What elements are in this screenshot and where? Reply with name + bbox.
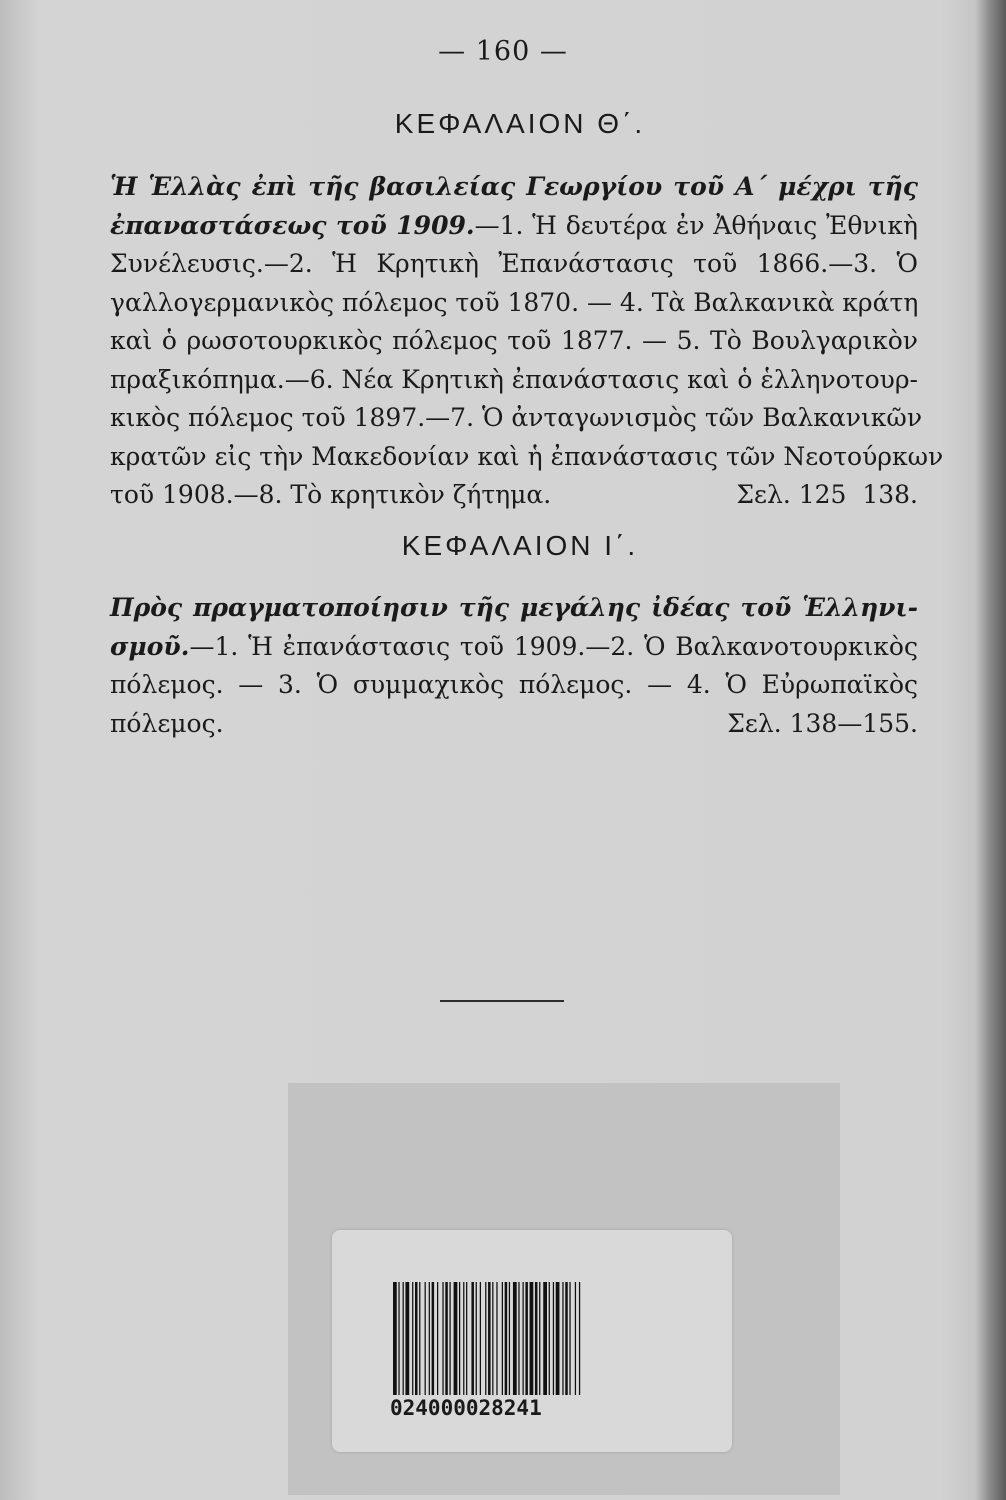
- barcode-bar: [518, 1282, 519, 1395]
- barcode-bar: [412, 1282, 413, 1395]
- barcode-bar: [543, 1282, 547, 1395]
- barcode-bar: [539, 1282, 540, 1395]
- barcode-number: 024000028241: [390, 1396, 542, 1420]
- text-line: [110, 361, 918, 400]
- barcode-bar: [466, 1282, 467, 1395]
- text-line: [110, 168, 918, 207]
- barcode-bar: [505, 1282, 508, 1395]
- line-text: —1. Ἡ ἐπανάστασις τοῦ 1909.—2. Ὁ Βαλκανοτουρκικὸς: [189, 631, 918, 661]
- text-line: [110, 207, 918, 246]
- barcode-bar: [509, 1282, 510, 1395]
- line-text: —1. Ἡ δευτέρα ἐν Ἀθήναις Ἐθνικὴ: [474, 210, 918, 240]
- page-range: Σελ. 125 138.: [736, 480, 918, 509]
- barcode-bar: [445, 1282, 448, 1395]
- italic-title: Πρὸς πραγματοποίησιν τῆς μεγάλης ἰδέας τοῦ Ἑλληνι-: [110, 593, 918, 622]
- page-number: — 160 —: [438, 36, 568, 67]
- barcode-bar: [476, 1282, 477, 1395]
- barcode-bar: [496, 1282, 497, 1395]
- barcode-bar: [429, 1282, 430, 1395]
- barcode-bar: [556, 1282, 560, 1395]
- page-range: Σελ. 138—155.: [727, 708, 918, 738]
- barcode-bar: [535, 1282, 538, 1395]
- barcode-bar: [488, 1282, 491, 1395]
- line-text: τοῦ 1908.—8. Τὸ κρητικὸν ζήτημα.: [110, 480, 552, 509]
- line-text: Συνέλευσις.—2. Ἡ Κρητικὴ Ἐπανάστασις τοῦ 1866.—3. Ὁ: [110, 249, 918, 278]
- barcode-bar: [553, 1282, 554, 1395]
- barcode-bar: [575, 1282, 576, 1395]
- barcode-bar: [523, 1282, 524, 1395]
- barcode-bar: [393, 1282, 397, 1395]
- line-text: πραξικόπημα.—6. Νέα Κρητικὴ ἐπανάστασις καὶ ὁ ἑλληνοτουρ-: [110, 364, 918, 394]
- text-line: [110, 322, 918, 361]
- barcode-bar: [485, 1282, 486, 1395]
- text-line-last: [110, 476, 918, 515]
- barcode-bar: [415, 1282, 418, 1395]
- barcode-bar: [419, 1282, 420, 1395]
- barcode-bar: [513, 1282, 517, 1395]
- barcode-bar: [405, 1282, 409, 1395]
- chapter-10-summary: [110, 589, 918, 743]
- line-text: γαλλογερμανικὸς πόλεμος τοῦ 1870. — 4. Τὰ Βαλκανικὰ κράτη: [110, 287, 919, 317]
- barcode-bar: [425, 1282, 426, 1395]
- barcode-bar: [579, 1282, 580, 1395]
- barcode-bar: [565, 1282, 568, 1395]
- line-text: πόλεμος.: [110, 708, 224, 738]
- barcode-bar: [449, 1282, 450, 1395]
- barcode-bar: [549, 1282, 550, 1395]
- text-line: [110, 666, 918, 705]
- barcode-bar: [398, 1282, 399, 1395]
- barcode-bar: [525, 1282, 528, 1395]
- line-text: κικὸς πόλεμος τοῦ 1897.—7. Ὁ ἀνταγωνισμὸς τῶν Βαλκανικῶν: [110, 403, 923, 432]
- barcode-bar: [459, 1282, 460, 1395]
- italic-title: ἐπαναστάσεως τοῦ 1909.: [110, 210, 475, 240]
- barcode-bar: [463, 1282, 464, 1395]
- text-line: [110, 628, 918, 667]
- barcode-bar: [562, 1282, 563, 1395]
- barcode-bar: [492, 1282, 493, 1395]
- barcode-bar: [403, 1282, 404, 1395]
- text-line: [110, 589, 918, 628]
- line-text: πόλεμος. — 3. Ὁ συμμαχικὸς πόλεμος. — 4. Ὁ Εὐρωπαϊκὸς: [110, 670, 918, 699]
- barcode-bar: [502, 1282, 503, 1395]
- text-line-last: [110, 705, 918, 744]
- line-text: καὶ ὁ ρωσοτουρκικὸς πόλεμος τοῦ 1877. — 5. Τὸ Βουλγαρικὸν: [110, 326, 918, 355]
- italic-title: Ἡ Ἑλλὰς ἐπὶ τῆς βασιλείας Γεωργίου τοῦ Α΄ μέχρι τῆς: [110, 172, 918, 201]
- barcode-bar: [569, 1282, 570, 1395]
- barcode-bar: [442, 1282, 443, 1395]
- barcode-bar: [437, 1282, 438, 1395]
- barcode-icon: [393, 1282, 583, 1397]
- barcode-bar: [432, 1282, 435, 1395]
- section-divider: [440, 1000, 564, 1002]
- chapter-9-heading: ΚΕΦΑΛΑΙΟΝ Θ΄.: [394, 108, 646, 139]
- text-line: [110, 245, 918, 284]
- chapter-9-summary: [110, 168, 944, 515]
- line-text: κρατῶν εἰς τὴν Μακεδονίαν καὶ ἡ ἐπανάστασις τῶν Νεοτούρκων: [110, 441, 944, 471]
- italic-title: σμοῦ.: [110, 631, 190, 661]
- barcode-bar: [480, 1282, 481, 1395]
- barcode-bar: [454, 1282, 458, 1395]
- chapter-10-heading: ΚΕΦΑΛΑΙΟΝ Ι΄.: [401, 530, 639, 561]
- text-line: [110, 438, 944, 477]
- barcode-bar: [530, 1282, 534, 1395]
- text-line: [110, 284, 918, 323]
- barcode-bar: [471, 1282, 474, 1395]
- text-line: [110, 399, 923, 438]
